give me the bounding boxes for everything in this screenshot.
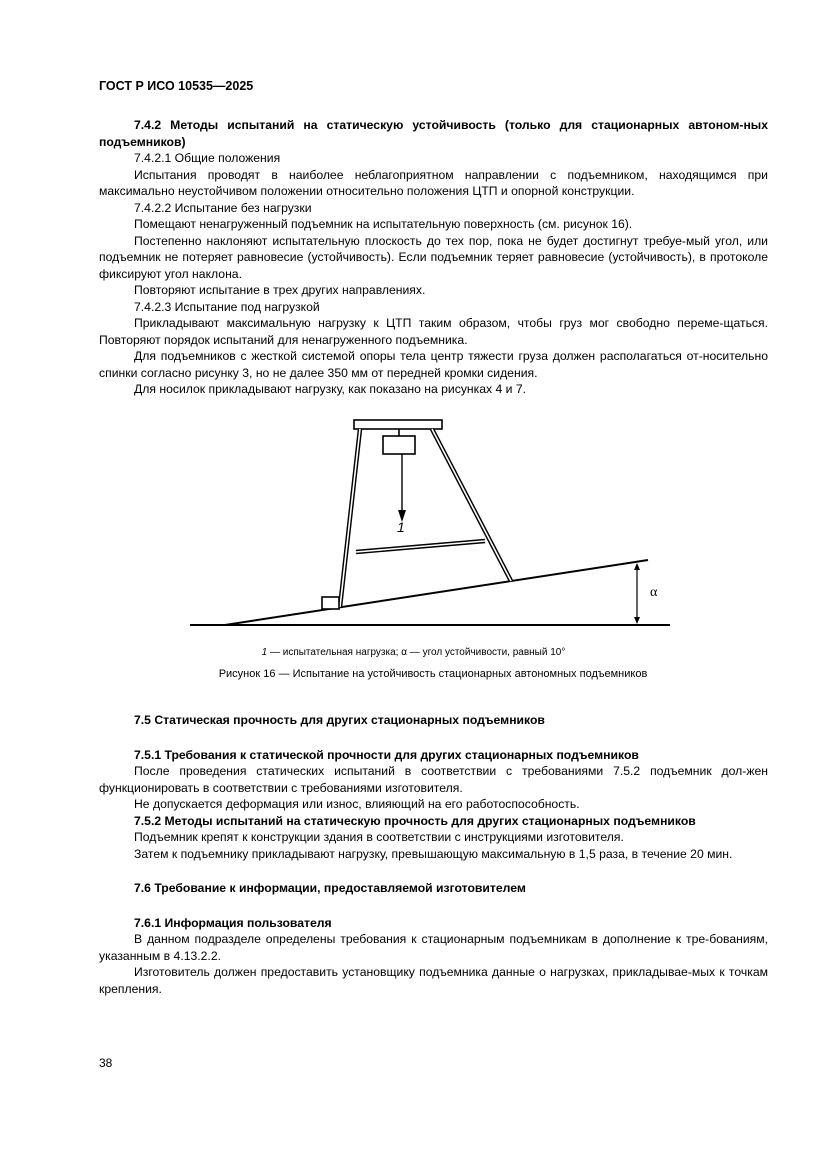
heading-7-4-2-2: 7.4.2.2 Испытание без нагрузки bbox=[134, 200, 312, 215]
paragraph: Постепенно наклоняют испытательную плоскость до тех пор, пока не будет достигнут требуе-мый угол, или подъемник не потеряет равновесие (устойчивость). Если подъемник теряет равновесие (устойчивость), в протоколе фиксируют угол наклона. bbox=[99, 233, 768, 281]
legend-text: — испытательная нагрузка; α — угол устойчивости, равный 10° bbox=[267, 647, 566, 658]
load-hanger bbox=[383, 436, 415, 454]
document-header: ГОСТ Р ИСО 10535—2025 bbox=[99, 79, 254, 93]
figure-caption: Рисунок 16 — Испытание на устойчивость стационарных автономных подъемников bbox=[218, 668, 648, 680]
foot-block bbox=[322, 597, 339, 609]
paragraph: Изготовитель должен предоставить установщику подъемника данные о нагрузках, прикладывае-мых к точкам крепления. bbox=[99, 965, 768, 996]
angle-arrow-top bbox=[634, 563, 640, 570]
paragraph: Прикладывают максимальную нагрузку к ЦТП таким образом, чтобы груз мог свободно переме-щаться. Повторяют порядок испытаний для ненагруженного подъемника. bbox=[99, 316, 768, 347]
figure-label-1: 1 bbox=[397, 519, 405, 535]
inclined-plane bbox=[225, 560, 648, 625]
page-number: 38 bbox=[99, 1056, 113, 1070]
figure-16-diagram bbox=[180, 408, 700, 638]
heading-7-4-2-3: 7.4.2.3 Испытание под нагрузкой bbox=[134, 299, 320, 314]
paragraph: Испытания проводят в наиболее неблагоприятном направлении с подъемником, находящимся при максимально неустойчивом положении относительно положения ЦТП и опорной конструкции. bbox=[99, 167, 768, 198]
section-7-5-7-6 bbox=[99, 712, 768, 997]
figure-label-alpha: α bbox=[650, 585, 658, 600]
paragraph: Подъемник крепят к конструкции здания в соответствии с инструкциями изготовителя. bbox=[134, 830, 624, 844]
paragraph: После проведения статических испытаний в соответствии с требованиями 7.5.2 подъемник дол-жен функционировать в соответствии с требованиями изготовителя. bbox=[99, 764, 768, 795]
heading-7-4-2-1: 7.4.2.1 Общие положения bbox=[134, 151, 281, 165]
paragraph: Затем к подъемнику прикладывают нагрузку, превышающую максимальную в 1,5 раза, в течение 20 мин. bbox=[134, 846, 733, 861]
heading-7-4-2: 7.4.2 Методы испытаний на статическую устойчивость (только для стационарных автоном-ных подъемников) bbox=[99, 118, 768, 149]
paragraph: Не допускается деформация или износ, влияющий на его работоспособность. bbox=[134, 797, 580, 811]
angle-arrow-bottom bbox=[634, 617, 640, 624]
heading-7-5-1: 7.5.1 Требования к статической прочности для других стационарных подъемников bbox=[134, 747, 639, 762]
top-crossbar bbox=[354, 420, 442, 429]
paragraph: Помещают ненагруженный подъемник на испытательную поверхность (см. рисунок 16). bbox=[134, 217, 633, 231]
section-7-4-2 bbox=[99, 117, 768, 398]
heading-7-6: 7.6 Требование к информации, предоставляемой изготовителем bbox=[134, 881, 526, 895]
heading-7-6-1: 7.6.1 Информация пользователя bbox=[134, 915, 332, 930]
paragraph: Для носилок прикладывают нагрузку, как показано на рисунках 4 и 7. bbox=[134, 382, 527, 396]
paragraph: Для подъемников с жесткой системой опоры тела центр тяжести груза должен располагаться от-носительно спинки согласно рисунку 3, но не далее 350 мм от передней кромки сидения. bbox=[99, 349, 768, 380]
heading-7-5: 7.5 Статическая прочность для других стационарных подъемников bbox=[134, 713, 545, 727]
paragraph: В данном подразделе определены требования к стационарным подъемникам в дополнение к тре-бованиям, указанным в 4.13.2.2. bbox=[99, 932, 768, 963]
legend-number: 1 bbox=[261, 647, 268, 658]
heading-7-5-2: 7.5.2 Методы испытаний на статическую прочность для других стационарных подъемников bbox=[134, 813, 696, 828]
figure-legend bbox=[0, 647, 827, 658]
paragraph: Повторяют испытание в трех других направлениях. bbox=[134, 283, 426, 297]
